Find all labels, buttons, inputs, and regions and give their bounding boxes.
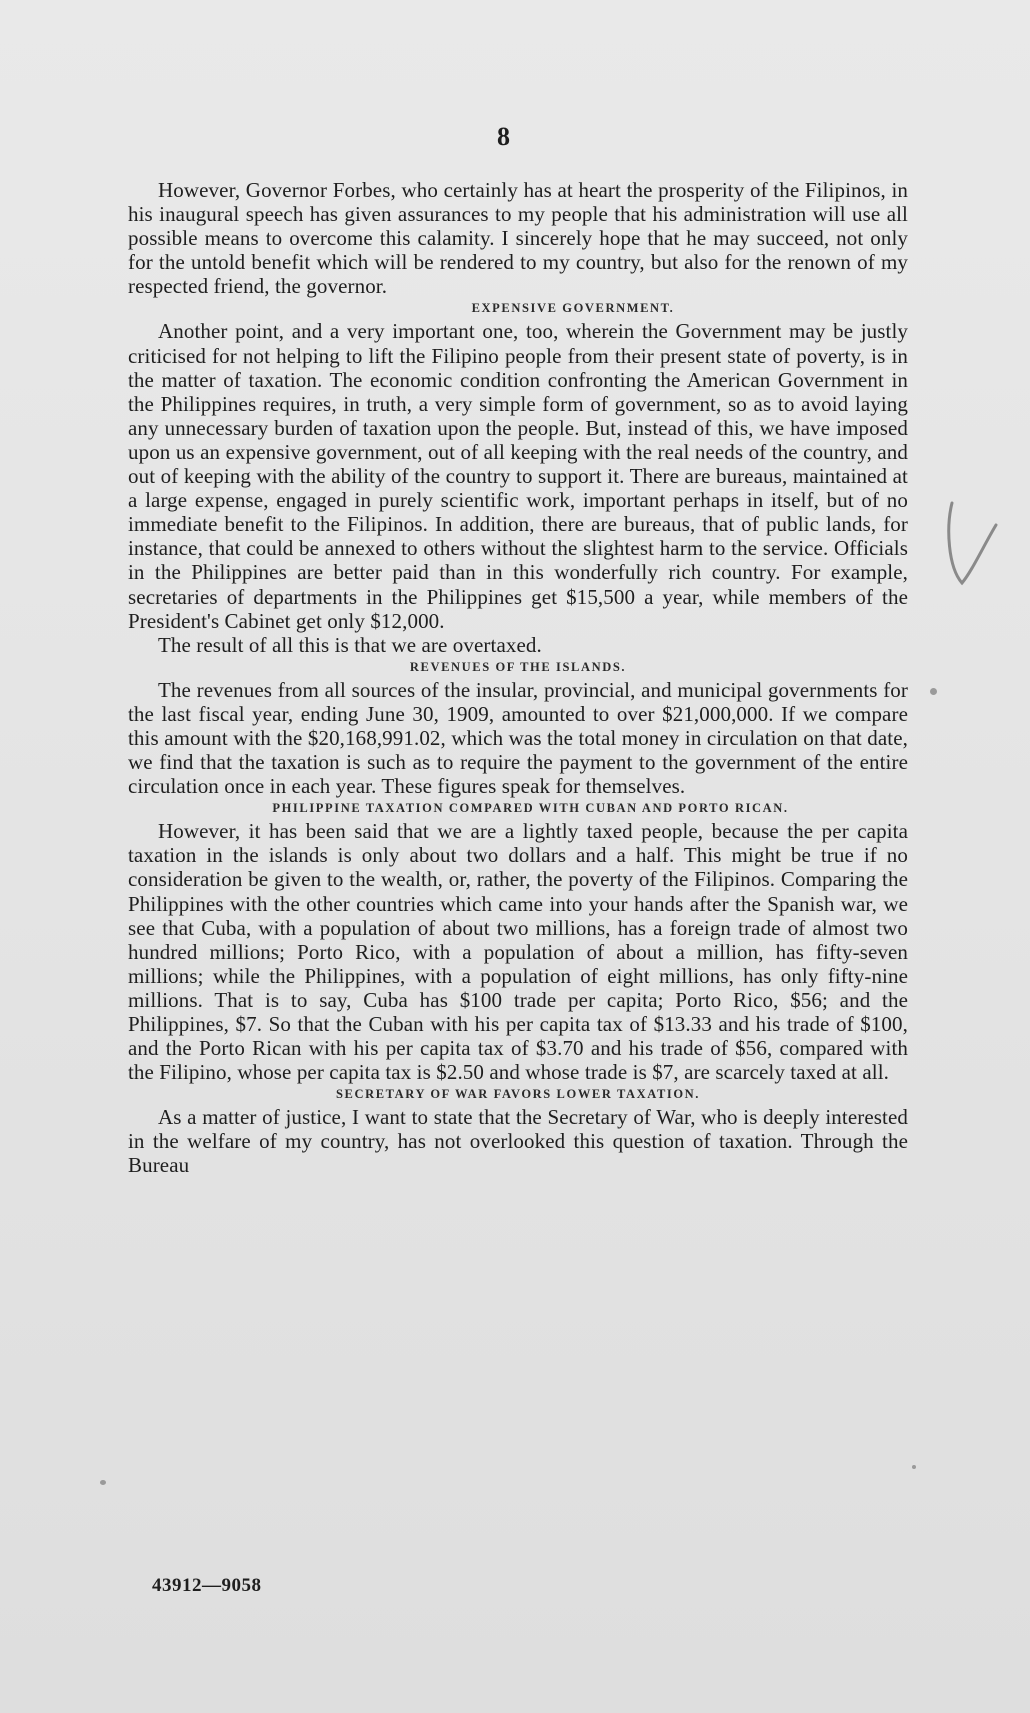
paragraph-revenues: The revenues from all sources of the insular, provincial, and municipal governments for the last fiscal year, ending June 30, 1909, amounted to over $21,000,000. If we compare this amount with the $20,168,991.02, which was the total money in circulation on that date, we find that the taxation is such as to require the payment to the government of the entire circulation once in each year. These figures speak for themselves. <box>128 677 908 799</box>
paper-speck <box>100 1480 106 1485</box>
paragraph-governor-forbes: However, Governor Forbes, who certainly has at heart the prosperity of the Filipinos, in his inaugural speech has given assurances to my people that his administration will use all possible means to overcome this calamity. I sincerely hope that he may succeed, not only for the untold benefit which will be rendered to my country, but also for the renown of my respected friend, the governor. <box>128 178 908 299</box>
body-text <box>128 178 908 1178</box>
heading-secretary-of-war: SECRETARY OF WAR FAVORS LOWER TAXATION. <box>335 1087 701 1102</box>
heading-expensive-government: EXPENSIVE GOVERNMENT. <box>471 301 675 316</box>
pencil-mark <box>944 497 1004 592</box>
paragraph-taxation-comparison: However, it has been said that we are a lightly taxed people, because the per capita taxation in the islands is only about two dollars and a half. This might be true if no consideration be given to the wealth, or, rather, the poverty of the Filipinos. Comparing the Philippines with the other countries which came into your hands after the Spanish war, we see that Cuba, with a population of about two millions, has a foreign trade of almost two hundred millions; Porto Rico, with a population of about a million, has fifty-seven millions; while the Philippines, with a population of eight millions, has only fifty-nine millions. That is to say, Cuba has $100 trade per capita; Porto Rico, $56; and the Philippines, $7. So that the Cuban with his per capita tax of $13.33 and his trade of $100, and the Porto Rican with his per capita tax of $3.70 and his trade of $56, compared with the Filipino, whose per capita tax is $2.50 and whose trade is $7, are scarcely taxed at all. <box>128 819 908 1085</box>
paper-speck <box>930 688 937 695</box>
paper-speck <box>912 1465 916 1469</box>
print-code-footer: 43912—9058 <box>152 1575 262 1596</box>
paragraph-expensive-government: Another point, and a very important one, too, wherein the Government may be justly criticised for not helping to lift the Filipino people from their present state of poverty, is in the matter of taxation. The economic condition confronting the American Government in the Philippines requires, in truth, a very simple form of government, so as to avoid laying any unnecessary burden of taxation upon the people. But, instead of this, we have imposed upon us an expensive government, out of all keeping with the real needs of the country, and out of keeping with the ability of the country to support it. There are bureaus, maintained at a large expense, engaged in purely scientific work, important perhaps in itself, but of no immediate benefit to the Filipinos. In addition, there are bureaus, that of public lands, for instance, that could be annexed to others without the slightest harm to the service. Officials in the Philippines are better paid than in this wonderfully rich country. For example, secretaries of departments in the Philippines get $15,500 a year, while members of the President's Cabinet get only $12,000. <box>128 319 908 633</box>
paragraph-overtaxed: The result of all this is that we are overtaxed. <box>158 632 542 657</box>
page-number: 8 <box>497 122 510 151</box>
paragraph-secretary-of-war: As a matter of justice, I want to state that the Secretary of War, who is deeply interested in the welfare of my country, has not overlooked this question of taxation. Through the Bureau <box>128 1105 908 1178</box>
heading-revenues: REVENUES OF THE ISLANDS. <box>409 659 627 674</box>
heading-taxation-comparison: PHILIPPINE TAXATION COMPARED WITH CUBAN AND PORTO RICAN. <box>272 801 789 816</box>
